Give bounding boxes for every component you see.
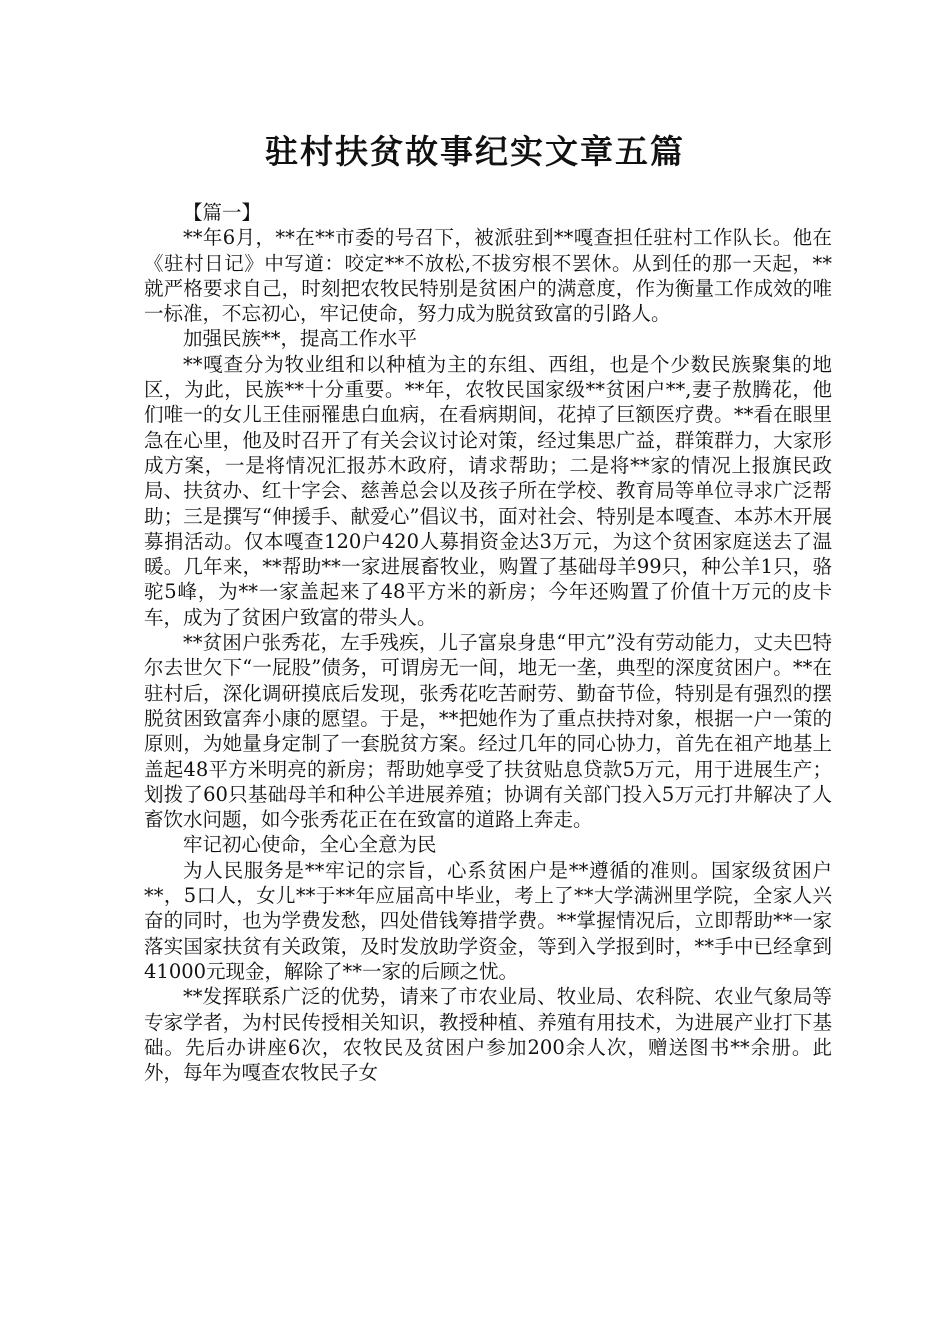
subheading: 加强民族**，提高工作水平 <box>183 327 418 351</box>
paragraph: 为人民服务是**牢记的宗旨，心系贫困户是**遵循的准则。国家级贫困户**，5口人，女儿**于**年应届高中毕业，考上了**大学满洲里学院，全家人兴奋的同时，也为学费发愁，四处借钱筹措学费。**掌握情况后，立即帮助**一家落实国家扶贫有关政策，及时发放助学资金，等到入学报到时，**手中已经拿到41000元现金，解除了**一家的后顾之忧。 <box>144 858 832 983</box>
subheading: 牢记初心使命，全心全意为民 <box>183 833 437 857</box>
document-body <box>144 200 832 1085</box>
paragraph: **贫困户张秀花，左手残疾，儿子富泉身患“甲亢”没有劳动能力，丈夫巴特尔去世欠下“一屁股”债务，可谓房无一间，地无一垄，典型的深度贫困户。**在驻村后，深化调研摸底后发现，张秀花吃苦耐劳、勤奋节俭，特别是有强烈的摆脱贫困致富奔小康的愿望。于是，**把她作为了重点扶持对象，根据一户一策的原则，为她量身定制了一套脱贫方案。经过几年的同心协力，首先在祖产地基上盖起48平方米明亮的新房；帮助她享受了扶贫贴息贷款5万元，用于进展生产；划拨了60只基础母羊和种公羊进展养殖；协调有关部门投入5万元打井解决了人畜饮水问题，如今张秀花正在在致富的道路上奔走。 <box>144 631 832 832</box>
paragraph: **年6月，**在**市委的号召下，被派驻到**嘎查担任驻村工作队长。他在《驻村日记》中写道：咬定**不放松,不拔穷根不罢休。从到任的那一天起，**就严格要求自己，时刻把农牧民特别是贫困户的满意度，作为衡量工作成效的唯一标准，不忘初心，牢记使命，努力成为脱贫致富的引路人。 <box>144 226 832 326</box>
section-label: 【篇一】 <box>183 201 262 224</box>
document-title: 驻村扶贫故事纪实文章五篇 <box>265 132 685 171</box>
paragraph: **嘎查分为牧业组和以种植为主的东组、西组，也是个少数民族聚集的地区，为此，民族**十分重要。**年，农牧民国家级**贫困户**,妻子敖腾花，他们唯一的女儿王佳丽罹患白血病，在看病期间，花掉了巨额医疗费。**看在眼里急在心里，他及时召开了有关会议讨论对策，经过集思广益，群策群力，大家形成方案，一是将情况汇报苏木政府，请求帮助；二是将**家的情况上报旗民政局、扶贫办、红十字会、慈善总会以及孩子所在学校、教育局等单位寻求广泛帮助；三是撰写“伸援手、献爱心”倡议书，面对社会、特别是本嘎查、本苏木开展募捐活动。仅本嘎查120户420人募捐资金达3万元，为这个贫困家庭送去了温暖。几年来，**帮助**一家进展畜牧业，购置了基础母羊99只，种公羊1只，骆驼5峰，为**一家盖起来了48平方米的新房；今年还购置了价值十万元的皮卡车，成为了贫困户致富的带头人。 <box>144 352 832 629</box>
paragraph: **发挥联系广泛的优势，请来了市农业局、牧业局、农科院、农业气象局等专家学者，为村民传授相关知识，教授种植、养殖有用技术，为进展产业打下基础。先后办讲座6次，农牧民及贫困户参加200余人次，赠送图书**余册。此外，每年为嘎查农牧民子女 <box>144 985 832 1085</box>
